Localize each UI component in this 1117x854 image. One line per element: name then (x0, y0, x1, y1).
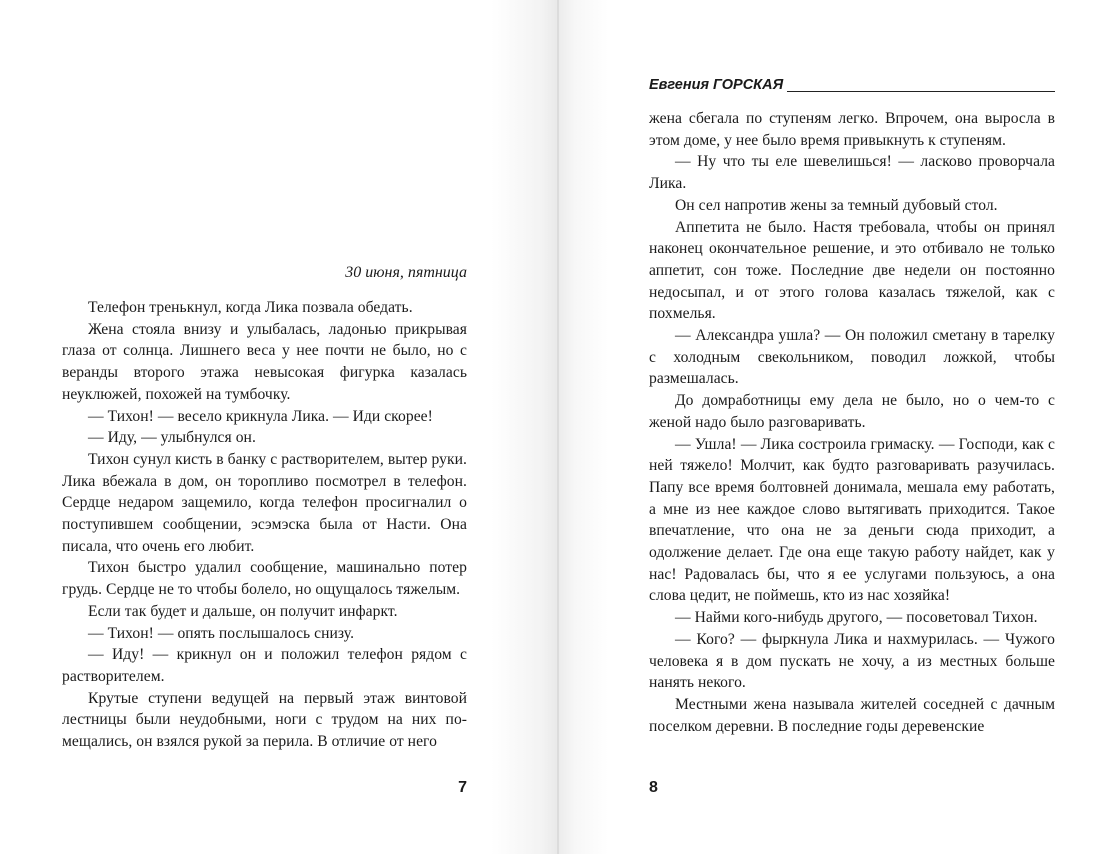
paragraph: — Тихон! — опять послышалось снизу. (88, 624, 355, 642)
paragraph: — Найми кого-нибудь другого, — посоветовал Тихон. (675, 609, 1038, 627)
left-page-body (62, 297, 467, 753)
paragraph: Если так будет и дальше, он получит инфаркт. (88, 602, 398, 620)
paragraph: — Иду! — крикнул он и положил телефон рядом с растворителем. (62, 646, 467, 685)
paragraph: — Александра ушла? — Он положил сметану в тарелку с холодным свекольником, поводил ложкой, чтобы размешалась. (649, 327, 1055, 388)
page-number-left: 7 (458, 779, 467, 796)
right-page-body (649, 108, 1055, 737)
paragraph: Телефон тренькнул, когда Лика позвала обедать. (88, 299, 413, 316)
paragraph: Тихон сунул кисть в банку с растворителем, вытер руки. Лика вбежала в дом, он торопливо посмотрел в телефон. Сердце недаром защемило, когда телефон просигналил о поступившем сообщении, эсэмэска была от Насти. Она писала, что очень его любит. (62, 450, 467, 555)
author-name: Евгения ГОРСКАЯ (649, 75, 787, 95)
running-head (649, 75, 1055, 97)
page-number-right: 8 (649, 779, 658, 796)
paragraph: — Ну что ты еле шевелишься! — ласково проворчала Лика. (649, 153, 1055, 193)
paragraph: Аппетита не было. Настя требовала, чтобы он принял наконец окончательное решение, и это отбивало не только аппетит, сон тоже. Последние две недели он постоянно недосыпал, и от этого голова казалась тяжелой, как с похмелья. (649, 218, 1055, 323)
paragraph: Он сел напротив жены за темный дубовый стол. (675, 196, 998, 214)
paragraph: Крутые ступени ведущей на первый этаж винтовой лестницы были неудобными, ноги с трудом на них помещались, он взялся рукой за перила. В отличие от него (62, 689, 467, 751)
book-gutter (557, 0, 559, 854)
paragraph-continued: жена сбегала по ступеням легко. Впрочем, она выросла в этом доме, у нее было время привыкнуть к ступеням. (649, 110, 1055, 149)
paragraph: — Тихон! — весело крикнула Лика. — Иди скорее! (88, 407, 433, 425)
chapter-date-heading: 30 июня, пятница (345, 264, 467, 281)
paragraph: — Ушла! — Лика состроила гримаску. — Господи, как с ней тяжело! Молчит, как будто разговаривать разучилась. Папу все время болтовней донимала, мешала ему работать, а мне из нее каждое слово вытягивать приходится. Такое впечатление, что она не за деньги сюда приходит, а одолжение делает. Где она еще такую работу найдет, как у нас! Радовалась бы, что я ее услугами пользуюсь, а она слова цедит, не поймешь, кто из нас хозяйка! (649, 435, 1055, 605)
paragraph: — Кого? — фыркнула Лика и нахмурилась. — Чужого человека я в дом пускать не хочу, а из местных больше нанять некого. (649, 630, 1055, 692)
paragraph: До домработницы ему дела не было, но о чем-то с женой надо было разговаривать. (649, 392, 1055, 431)
paragraph: Жена стояла внизу и улыбалась, ладонью прикрывая глаза от солнца. Лишнего веса у нее почти не было, но с веранды второго этажа невысокая фигурка казалась неуклюжей, похожей на тумбочку. (62, 320, 467, 403)
paragraph: — Иду, — улыбнулся он. (88, 429, 256, 447)
paragraph: Местными жена называла жителей соседней с дачным поселком деревни. В последние годы деревенские (649, 695, 1055, 735)
paragraph: Тихон быстро удалил сообщение, машинально потер грудь. Сердце не то чтобы болело, но ощущалось тяжелым. (62, 559, 467, 599)
